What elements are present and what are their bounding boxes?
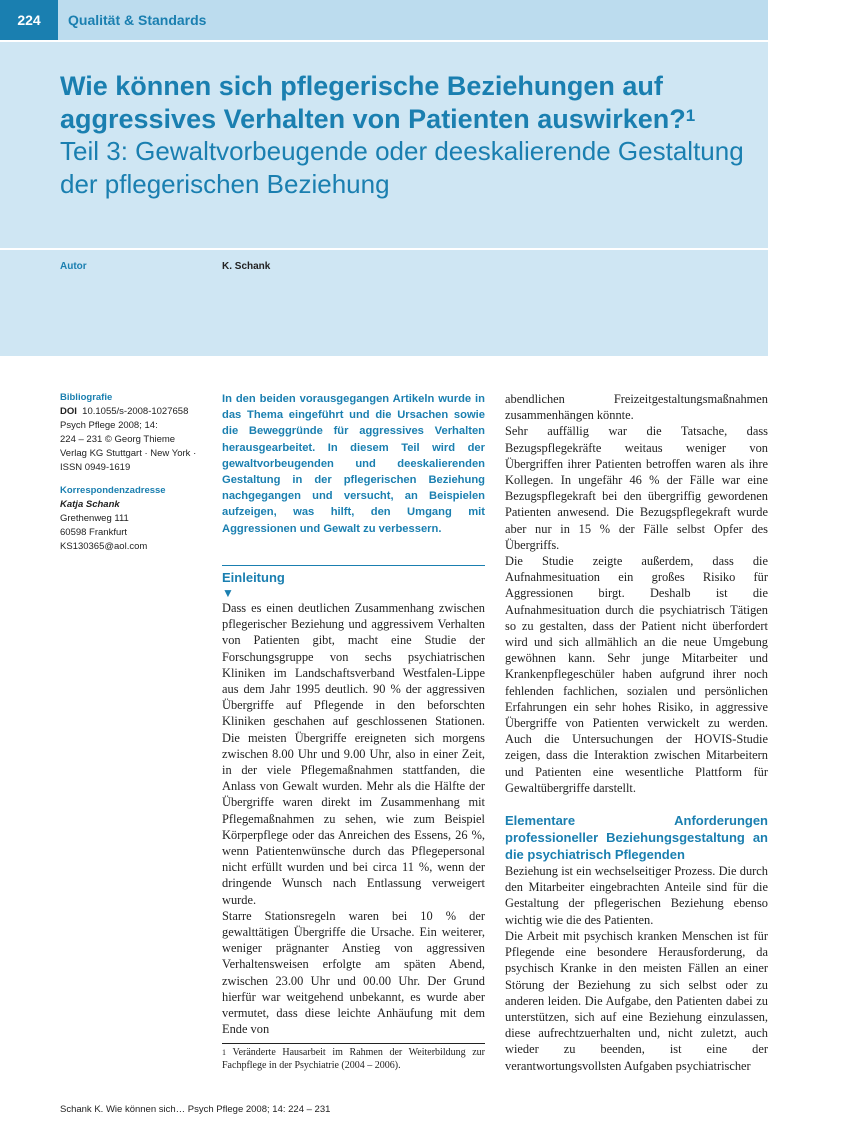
footnote-rule bbox=[222, 1043, 485, 1044]
body-paragraph: Die Studie zeigte außerdem, dass die Aufnahmesituation ein großes Risiko für Aggressionen birgt. Deshalb ist die Aufnahmesituation durch die psychiatrisch Tätigen so zu gestalten, dass der Patient nicht überfordert wird und sich allmählich an die neue Umgebung gewöhnen kann. Sehr junge Mitarbeiter und Krankenpflegeschüler haben aufgrund ihrer noch fehlenden fachlichen, sozialen und persönlichen Erfahrungen ein sehr hohes Risiko, in aggressive Übergriffe von Patienten verwickelt zu werden. Auch die Untersuchungen der HOVIS-Studie zeigen, dass die Interaktion zwischen Mitarbeitern und Patienten eine wesentliche Plattform für Gewaltübergriffe darstellt. bbox=[505, 554, 768, 795]
citation-line: Verlag KG Stuttgart · New York · bbox=[60, 448, 197, 459]
doi-line bbox=[60, 405, 210, 419]
metadata-sidebar bbox=[60, 391, 210, 554]
section-label: Qualität & Standards bbox=[68, 12, 207, 28]
citation-line: Psych Pflege 2008; 14: bbox=[60, 420, 158, 431]
body-paragraph: Dass es einen deutlichen Zusammenhang zwischen pflegerischer Beziehung und aggressivem Verhalten von Patienten gibt, macht eine Studie der Forschungsgruppe von sechs psychiatrischen Kliniken im Landschaftsverband Westfalen-Lippe aus dem Jahr 1995 deutlich. 90 % der aggressiven Übergriffe auf Pflegende in den beforschten Kliniken geschahen auf geschlossenen Stationen. Die meisten Übergriffe ereigneten sich morgens zwischen 8.00 Uhr und 9.00 Uhr, also in einer Zeit, in der viele Pflegemaßnahmen stattfanden, die Anlass von Gewalt wurden. Mehr als die Hälfte der Übergriffe waren direkt im Zusammenhang mit Pflegemaßnahmen zu sehen, wie zum Beispiel Körperpflege oder das Anreichen des Essens, 26 %, wenn Patientenwünsche durch das Pflegepersonal nicht erfüllt wurden und bei circa 11 %, wenn der dringende Wunsch nach Entlassung verweigert wurde. bbox=[222, 601, 485, 907]
bibliography-heading: Bibliografie bbox=[60, 392, 113, 403]
section-heading-anforderungen: Elementare Anforderungen professioneller Beziehungsgestaltung an die psychiatrisch Pflegenden bbox=[505, 813, 768, 863]
page-footer: Schank K. Wie können sich… Psych Pflege 2008; 14: 224 – 231 bbox=[60, 1104, 331, 1115]
footnote bbox=[222, 1046, 485, 1072]
contact-line: Grethenweg 111 bbox=[60, 513, 129, 524]
column-left bbox=[222, 569, 485, 1037]
title-divider bbox=[0, 248, 768, 250]
title-footnote-mark: 1 bbox=[685, 106, 696, 125]
doi-value: 10.1055/s-2008-1027658 bbox=[82, 406, 189, 417]
column-right bbox=[505, 391, 768, 1074]
triangle-marker-icon: ▼ bbox=[222, 586, 234, 600]
article-title bbox=[60, 70, 750, 136]
body-paragraph: abendlichen Freizeitgestaltungsmaßnahmen zusammenhängen könnte. bbox=[505, 392, 768, 423]
abstract: In den beiden vorausgegangen Artikeln wurde in das Thema eingeführt und die Ursachen sowie die Beweggründe für aggressives Verhalten herausgearbeitet. In diesem Teil wird der gewaltvorbeugenden und deeskalierenden Gestaltung in der pflegerischen Beziehung nachgegangen und versucht, an Beispielen aufzeigen, was hilft, den Umgang mit Aggressionen und Gewalt zu verbessern. bbox=[222, 393, 485, 535]
citation-line: 224 – 231 © Georg Thieme bbox=[60, 434, 176, 445]
doi-label: DOI bbox=[60, 406, 77, 417]
section-rule bbox=[222, 565, 485, 566]
author-label: Autor bbox=[60, 261, 87, 272]
body-paragraph: Starre Stationsregeln waren bei 10 % der gewalttätigen Übergriffe die Ursache. Ein weiterer, weniger prägnanter Anstieg von aggressiven Verhaltensweisen erfolgte am späten Abend, zwischen 23.00 Uhr und 00.00 Uhr. Der Grund hierfür war weitgehend unbekannt, es wurde aber vermutet, dass diese leichte Anhäufung mit dem Ende von bbox=[222, 908, 485, 1037]
contact-line: 60598 Frankfurt bbox=[60, 527, 128, 538]
author-name: K. Schank bbox=[222, 261, 271, 272]
article-subtitle: Teil 3: Gewaltvorbeugende oder deeskalierende Gestaltung der pflegerischen Beziehung bbox=[60, 136, 744, 199]
footnote-text: Veränderte Hausarbeit im Rahmen der Weiterbildung zur Fachpflege in der Psychiatrie (2004 – 2006). bbox=[222, 1047, 485, 1071]
page-number: 224 bbox=[0, 0, 58, 40]
body-paragraph: Beziehung ist ein wechselseitiger Prozess. Die durch den Mitarbeiter eingebrachten Anteile sind für die Gestaltung der pflegerischen Beziehung ebenso wichtig wie die des Patienten. bbox=[505, 864, 768, 927]
contact-name: Katja Schank bbox=[60, 499, 120, 510]
contact-email: KS130365@aol.com bbox=[60, 541, 148, 552]
contact-heading: Korrespondenzadresse bbox=[60, 485, 166, 496]
citation-line: ISSN 0949-1619 bbox=[60, 462, 131, 473]
body-paragraph: Sehr auffällig war die Tatsache, dass Bezugspflegekräfte weitaus weniger von Übergriffen ihrer Patienten betroffen waren als ihre Kollegen. In ungefähr 46 % der Fälle war eine Bezugspflegekraft bei den übergriffig gewordenen Patienten anwesend. Die Bezugspflegekraft wurde aber nur in 15 % der Fälle selbst Opfer des Übergriffs. bbox=[505, 424, 768, 552]
body-paragraph: Die Arbeit mit psychisch kranken Menschen ist für Pflegende eine besondere Herausforderung, da psychisch Kranke in den meisten Fällen an einer Störung der Beziehung zu sich selbst oder zu anderen leiden. Die Aufgabe, den Patienten dabei zu unterstützen, sich auf eine Beziehung einzulassen, diese aufrechtzuerhalten und, nicht zuletzt, auch wieder zu beenden, ist eine der verantwortungsvollsten Aufgaben psychiatrischer bbox=[505, 928, 768, 1073]
footnote-mark: 1 bbox=[222, 1048, 226, 1057]
header-divider bbox=[0, 40, 768, 42]
section-heading-einleitung: Einleitung bbox=[222, 570, 285, 585]
title-text: Wie können sich pflegerische Beziehungen auf aggressives Verhalten von Patienten auswirken? bbox=[60, 71, 686, 134]
